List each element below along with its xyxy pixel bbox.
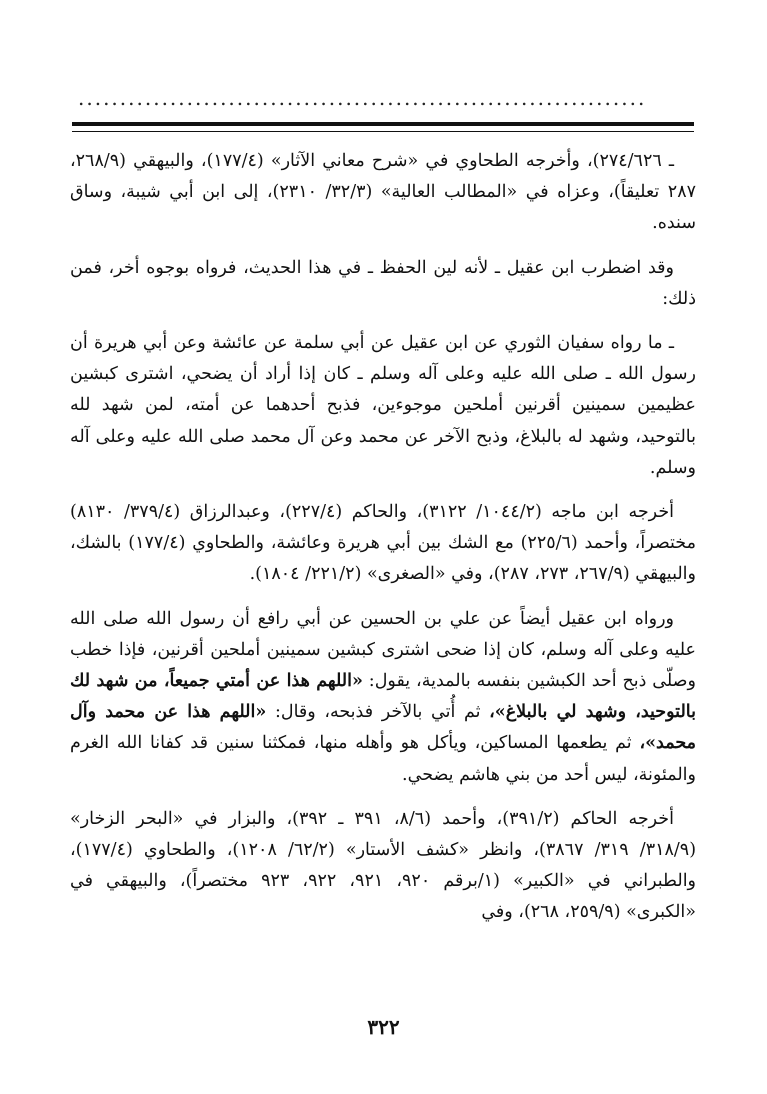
paragraph-abu-rafi-narration xyxy=(70,604,696,791)
header-rule-thick xyxy=(72,122,694,126)
narration-text: ورواه ابن عقيل أيضاً عن علي بن الحسين عن أبي رافع أن رسول الله صلى الله عليه وعلى آله وسلم، كان إذا ضحى اشترى كبشين سمينين أملحين أقرنين، فإذا خطب وصلّى ذبح أحد الكبشين بنفسه بالمدية، يقول: xyxy=(70,608,696,692)
page-number: ٣٢٢ xyxy=(367,1015,400,1039)
header-rule-thin xyxy=(72,131,694,132)
narration-text-continued: ثم أُتي بالآخر فذبحه، وقال: xyxy=(274,702,481,723)
narration-text-end: ثم يطعمها المساكين، ويأكل هو وأهله منها، فمكثنا سنين قد كفانا الله الغرم والمئونة، ليس أحد من بني هاشم يضحي. xyxy=(70,733,696,785)
paragraph-abu-rafi-sources: أخرجه الحاكم (٣٩١/٢)، وأحمد (٨/٦، ٣٩١ ـ ٣٩٢)، والبزار في «البحر الزخار» (٣١٨/٩/ ٣١٩/ ٣٨٦٧)، وانظر «كشف الأستار» (٦٢/٢/ ١٢٠٨)، والطحاوي (١٧٧/٤)، والطبراني في «الكبير» (١/برقم ٩٢٠، ٩٢١، ٩٢٢، ٩٢٣ مختصراً)، والبيهقي في «الكبرى» (٢٥٩/٩، ٢٦٨)، وفي xyxy=(70,808,697,923)
paragraph-thawri-narration: ـ ما رواه سفيان الثوري عن ابن عقيل عن أبي سلمة عن عائشة وعن أبي هريرة أن رسول الله ـ صلى الله عليه وعلى آله وسلم ـ كان إذا أراد أن يضحي، اشترى كبشين عظيمين سمينين أقرنين أملحين موجوءين، فذبح أحدهما عن أمته، لمن شهد لله بالتوحيد، وشهد له بالبلاغ، وذبح الآخر عن محمد وعن آل محمد صلى الله عليه وعلى آله وسلم. xyxy=(70,333,696,478)
header-dotted-line: .................................................................... xyxy=(78,88,647,108)
page-body xyxy=(70,146,696,942)
hadith-quote-ummah: «اللهم هذا عن أمتي جميعاً، من شهد لك بالتوحيد، وشهد لي بالبلاغ»، xyxy=(70,671,696,723)
paragraph-citation-continued: ـ ٢٧٤/٦٢٦)، وأخرجه الطحاوي في «شرح معاني الآثار» (١٧٧/٤)، والبيهقي (٢٦٨/٩، ٢٨٧ تعليقاً)، وعزاه في «المطالب العالية» (٣٢/٣/ ٢٣١٠)، إلى ابن أبي شيبة، وساق سنده. xyxy=(70,151,696,234)
paragraph-ibn-aqil-variation: وقد اضطرب ابن عقيل ـ لأنه لين الحفظ ـ في هذا الحديث، فرواه بوجوه أخر، فمن ذلك: xyxy=(70,257,696,309)
paragraph-thawri-sources: أخرجه ابن ماجه (١٠٤٤/٢/ ٣١٢٢)، والحاكم (٢٢٧/٤)، وعبدالرزاق (٣٧٩/٤/ ٨١٣٠) مختصراً، وأحمد (٢٢٥/٦) مع الشك بين أبي هريرة وعائشة، والطحاوي (١٧٧/٤) بالشك، والبيهقي (٢٦٧/٩، ٢٧٣، ٢٨٧)، وفي «الصغرى» (٢٢١/٢/ ١٨٠٤). xyxy=(70,502,696,585)
hadith-quote-muhammad: «اللهم هذا عن محمد وآل محمد»، xyxy=(70,702,696,754)
